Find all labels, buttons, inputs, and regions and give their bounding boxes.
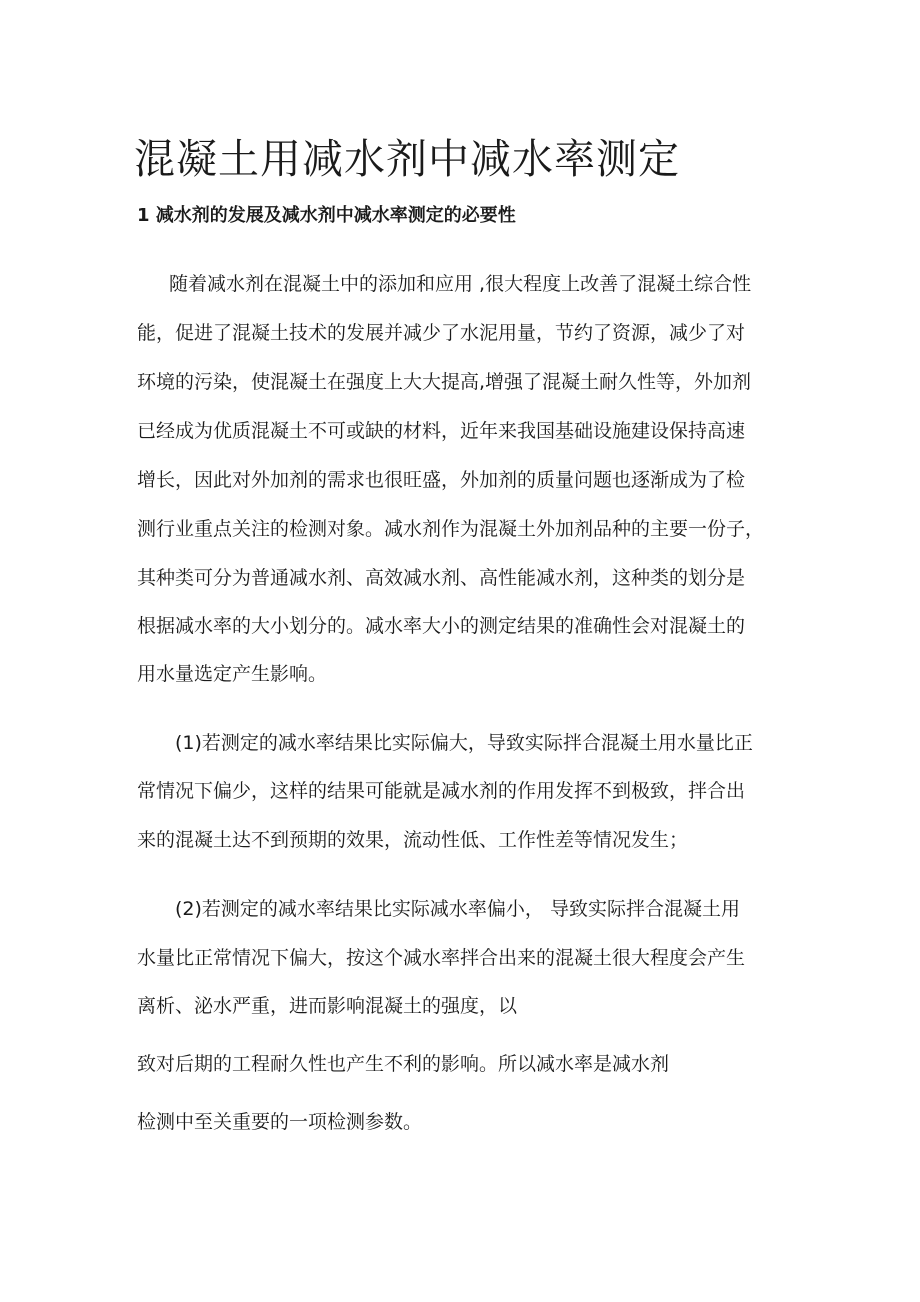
paragraph-1-line: 已经成为优质混凝土不可或缺的材料，近年来我国基础设施建设保持高速 [137, 420, 746, 442]
paragraph-3-line: 水量比正常情况下偏大，按这个减水率拌合出来的混凝土很大程度会产生 [137, 947, 746, 969]
paragraph-2-line: 来的混凝土达不到预期的效果，流动性低、工作性差等情况发生； [137, 829, 689, 851]
section-heading: 1 减水剂的发展及减水剂中减水率测定的必要性 [137, 205, 516, 226]
paragraph-1-line: 环境的污染，使混凝土在强度上大大提高,增强了混凝土耐久性等，外加剂 [137, 371, 752, 393]
document-title: 混凝土用减水剂中减水率测定 [134, 135, 680, 183]
paragraph-1-line: 增长，因此对外加剂的需求也很旺盛，外加剂的质量问题也逐渐成为了检 [137, 469, 746, 491]
paragraph-1-line: 测行业重点关注的检测对象。减水剂作为混凝土外加剂品种的主要一份子， [137, 518, 765, 540]
paragraph-1-line: 根据减水率的大小划分的。减水率大小的测定结果的准确性会对混凝土的 [137, 615, 746, 637]
paragraph-2-line: (1)若测定的减水率结果比实际偏大，导致实际拌合混凝土用水量比正 [175, 732, 753, 754]
paragraph-3-line: (2)若测定的减水率结果比实际减水率偏小， 导致实际拌合混凝土用 [175, 898, 740, 920]
paragraph-3-line: 离析、泌水严重，进而影响混凝土的强度，以 [137, 995, 518, 1017]
paragraph-1-line: 能，促进了混凝土技术的发展并减少了水泥用量，节约了资源，减少了对 [137, 322, 746, 344]
paragraph-3-line: 致对后期的工程耐久性也产生不利的影响。所以减水率是减水剂 [137, 1053, 670, 1075]
paragraph-1-line: 其种类可分为普通减水剂、高效减水剂、高性能减水剂，这种类的划分是 [137, 567, 746, 589]
paragraph-3-line: 检测中至关重要的一项检测参数。 [137, 1111, 423, 1133]
paragraph-1-line: 随着减水剂在混凝土中的添加和应用 ,很大程度上改善了混凝土综合性 [169, 273, 752, 295]
paragraph-1-line: 用水量选定产生影响。 [137, 663, 328, 685]
paragraph-2-line: 常情况下偏少，这样的结果可能就是减水剂的作用发挥不到极致，拌合出 [137, 780, 746, 802]
